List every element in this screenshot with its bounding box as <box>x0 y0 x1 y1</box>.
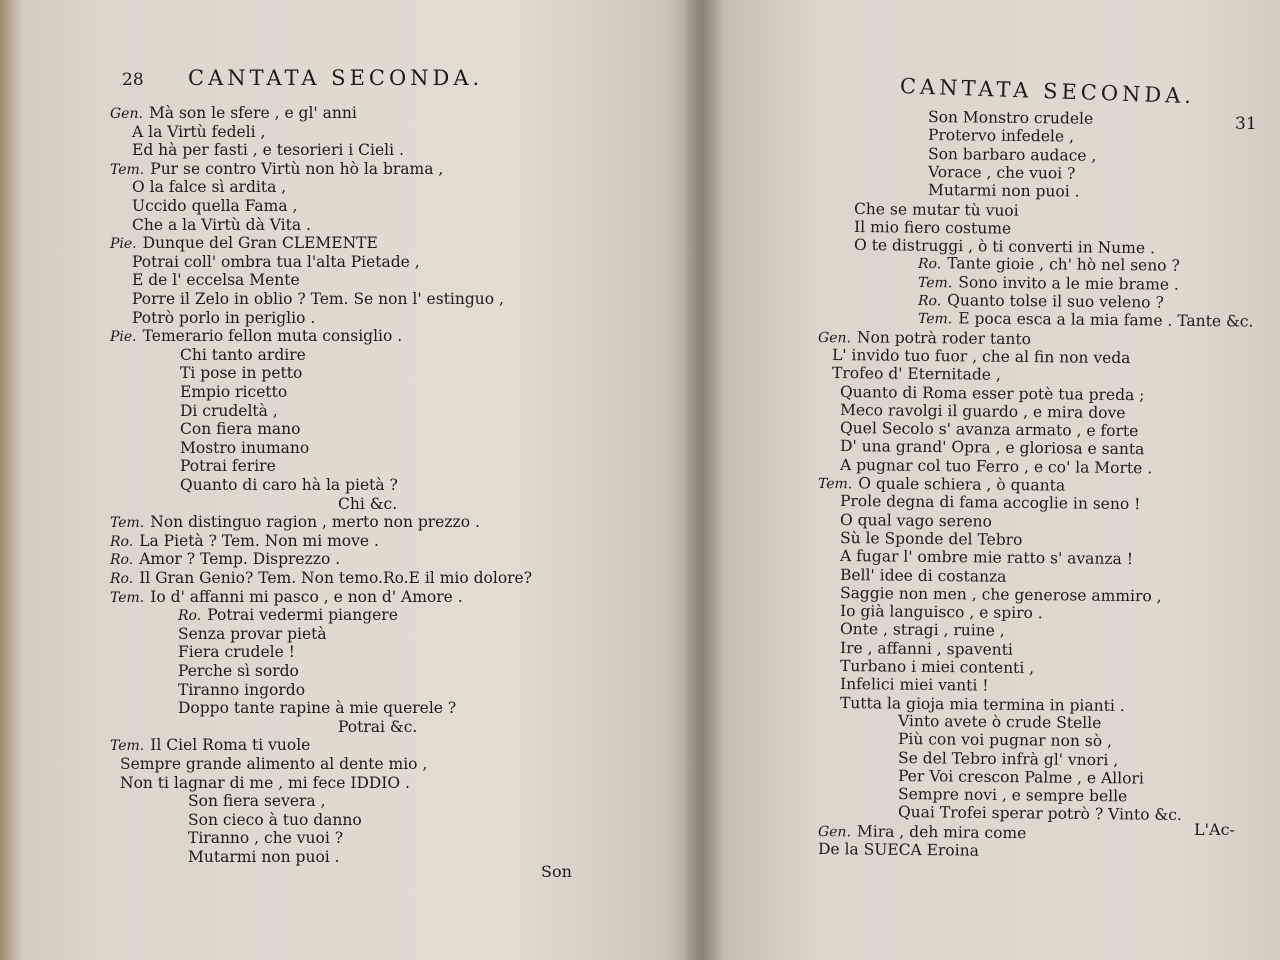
line-text: Il mio fiero costume <box>853 217 1012 238</box>
text-line <box>110 588 463 608</box>
text-line <box>178 643 295 662</box>
text-line <box>178 606 398 626</box>
text-line <box>180 439 309 458</box>
line-text: Saggie non men , che generose ammiro , <box>839 583 1162 606</box>
text-line <box>120 774 410 793</box>
line-text: O te distruggi , ò ti converti in Nume . <box>853 236 1156 258</box>
running-header: CANTATA SECONDA. <box>188 66 484 90</box>
line-text: Porre il Zelo in oblio ? Tem. Se non l' estinguo , <box>132 290 504 308</box>
line-text: Trofeo d' Eternitade , <box>831 364 1001 384</box>
speaker-label: Tem. <box>917 311 953 328</box>
line-text: Io già languisco , e spiro . <box>839 602 1043 623</box>
line-text: E de l' eccelsa Mente <box>132 271 300 290</box>
line-text: Potrò porlo in periglio . <box>132 308 316 327</box>
line-text: De la SUECA Eroina <box>817 840 979 860</box>
text-line <box>110 532 379 552</box>
line-text: Non distinguo ragion , merto non prezzo . <box>150 513 480 532</box>
text-line <box>110 736 310 756</box>
line-text: Più con voi pugnar non sò , <box>897 730 1113 751</box>
line-text: Son fiera severa , <box>188 792 326 811</box>
text-line <box>110 550 340 570</box>
speaker-label: Tem. <box>917 274 953 292</box>
text-line <box>110 327 402 347</box>
line-text: Quai Trofei sperar potrò ? Vinto &c. <box>897 803 1182 825</box>
text-line <box>110 234 378 254</box>
text-line <box>132 216 311 235</box>
line-text: Potrai vedermi piangere <box>207 606 398 625</box>
line-text: Tiranno , che vuoi ? <box>188 829 344 848</box>
text-line <box>898 803 1182 825</box>
speaker-label: Tem. <box>110 515 145 532</box>
line-text: Quel Secolo s' avanza armato , e forte <box>839 419 1139 441</box>
text-line <box>898 730 1112 751</box>
text-line <box>840 620 1005 641</box>
line-text: Chi &c. <box>338 494 398 513</box>
line-text: Bell' idee di costanza <box>839 565 1007 586</box>
line-text: Prole degna di fama accoglie in seno ! <box>839 492 1141 514</box>
line-text: Son Monstro crudele <box>927 108 1094 128</box>
text-line <box>832 364 1001 385</box>
line-text: A pugnar col tuo Ferro , e co' la Morte . <box>839 455 1153 477</box>
text-line <box>840 566 1007 587</box>
line-text: Per Voi crescon Palme , e Allori <box>897 766 1144 788</box>
text-line <box>188 792 326 811</box>
line-text: Chi tanto ardire <box>180 345 306 364</box>
text-line <box>180 420 300 439</box>
line-text: Mutarmi non puoi . <box>927 181 1080 201</box>
speaker-label: Gen. <box>817 329 852 346</box>
text-line <box>180 402 278 421</box>
speaker-label: Ro. <box>110 533 134 550</box>
speaker-label: Ro. <box>917 293 942 310</box>
line-text: Uccido quella Fama , <box>132 197 298 215</box>
line-text: Ti pose in petto <box>180 364 303 383</box>
text-line <box>180 346 306 365</box>
text-line <box>338 495 397 514</box>
line-text: Son barbaro audace , <box>927 144 1097 165</box>
speaker-label: Ro. <box>110 571 134 587</box>
line-text: Non ti lagnar di me , mi fece IDDIO . <box>120 773 410 792</box>
line-text: Senza provar pietà <box>178 624 327 643</box>
line-text: Pur se contro Virtù non hò la brama , <box>150 159 444 178</box>
line-text: L' invido tuo fuor , che al fin non veda <box>831 345 1131 368</box>
text-line <box>132 271 300 290</box>
line-text: Meco ravolgi il guardo , e mira dove <box>839 400 1126 422</box>
line-text: O qual vago sereno <box>839 510 992 531</box>
line-text: Quanto di caro hà la pietà ? <box>180 476 398 494</box>
speaker-label: Pie. <box>110 329 137 346</box>
bleed-through-text <box>470 80 506 300</box>
line-text: Mira , deh mira come <box>856 822 1027 842</box>
text-line <box>110 513 480 533</box>
speaker-label: Pie. <box>110 236 137 253</box>
line-text: Tutta la gioja mia termina in pianti . <box>839 693 1125 715</box>
text-line <box>132 290 504 309</box>
line-text: La Pietà ? Tem. Non mi move . <box>139 531 379 550</box>
text-line <box>188 811 362 830</box>
line-text: Di crudeltà , <box>180 401 278 420</box>
line-text: Se del Tebro infrà gl' vnori , <box>897 748 1119 769</box>
line-text: Quanto tolse il suo veleno ? <box>947 291 1164 312</box>
line-text: Dunque del Gran CLEMENTE <box>142 234 378 253</box>
line-text: Doppo tante rapine à mie querele ? <box>178 699 457 718</box>
line-text: Son cieco à tuo danno <box>188 810 362 829</box>
line-text: Mà son le sfere , e gl' anni <box>148 104 357 122</box>
line-text: Ire , affanni , spaventi <box>839 638 1013 659</box>
line-text: Turbano i miei contenti , <box>839 657 1035 678</box>
line-text: Amor ? Temp. Disprezzo . <box>139 550 341 569</box>
catchword: Son <box>541 862 572 881</box>
page-number: 31 <box>1235 114 1257 134</box>
text-line <box>180 476 398 495</box>
line-text: Onte , stragi , ruine , <box>839 620 1005 641</box>
text-line <box>110 160 443 180</box>
line-text: Il Ciel Roma ti vuole <box>150 736 311 755</box>
line-text: Sempre novi , e sempre belle <box>897 785 1128 806</box>
speaker-label: Ro. <box>178 608 202 625</box>
text-line <box>338 718 417 737</box>
line-text: O la falce sì ardita , <box>132 178 287 197</box>
line-text: Che a la Virtù dà Vita . <box>132 215 311 234</box>
text-line <box>132 197 297 216</box>
line-text: Sempre grande alimento al dente mio , <box>120 755 428 773</box>
text-line <box>928 181 1080 202</box>
line-text: Che se mutar tù vuoi <box>853 199 1019 220</box>
text-line <box>818 840 979 861</box>
text-line <box>110 104 357 124</box>
line-text: Infelici miei vanti ! <box>839 675 989 695</box>
line-text: Vinto avete ò crude Stelle <box>897 711 1102 733</box>
line-text: D' una grand' Opra , e gloriosa e santa <box>839 437 1145 459</box>
line-text: Potrai coll' ombra tua l'alta Pietade , <box>132 252 420 271</box>
line-text: Quanto di Roma esser potè tua preda ; <box>839 382 1145 404</box>
line-text: Fiera crudele ! <box>178 643 295 662</box>
line-text: Ed hà per fasti , e tesorieri i Cieli . <box>132 141 404 160</box>
text-line <box>178 699 456 718</box>
line-text: Potrai ferire <box>180 457 276 476</box>
line-text: Mostro inumano <box>180 438 310 457</box>
text-line <box>928 126 1074 147</box>
line-text: Mutarmi non puoi . <box>188 848 340 866</box>
line-text: Protervo infedele , <box>927 126 1075 146</box>
text-line <box>180 364 302 383</box>
text-line <box>854 200 1019 221</box>
line-text: Io d' affanni mi pasco , e non d' Amore . <box>150 587 463 606</box>
line-text: Vorace , che vuoi ? <box>927 162 1076 183</box>
text-line <box>178 625 327 644</box>
right-page <box>720 0 1280 960</box>
page-number: 28 <box>122 70 144 90</box>
text-line <box>178 662 299 681</box>
line-text: O quale schiera , ò quanta <box>858 474 1066 495</box>
catchword: L'Ac- <box>1194 820 1235 839</box>
line-text: Tante gioie , ch' hò nel seno ? <box>947 254 1180 276</box>
speaker-label: Tem. <box>817 476 853 493</box>
text-line <box>180 383 287 402</box>
text-line <box>132 253 420 272</box>
text-line <box>840 511 992 532</box>
text-line <box>928 145 1097 166</box>
speaker-label: Tem. <box>110 589 145 606</box>
line-text: Potrai &c. <box>338 717 418 736</box>
text-line <box>132 178 286 197</box>
line-text: Con fiera mano <box>180 420 301 439</box>
text-line <box>180 457 276 476</box>
speaker-label: Gen. <box>110 106 143 122</box>
speaker-label: Tem. <box>110 738 145 755</box>
speaker-label: Tem. <box>110 161 145 178</box>
text-line <box>188 829 343 848</box>
text-line <box>110 569 532 589</box>
line-text: Tiranno ingordo <box>178 680 306 699</box>
text-line <box>120 755 427 774</box>
text-line <box>840 675 989 696</box>
text-line <box>178 681 305 700</box>
text-line <box>132 309 315 328</box>
running-header: CANTATA SECONDA. <box>899 74 1196 109</box>
line-text: E poca esca a la mia fame . Tante &c. <box>958 309 1254 331</box>
text-line <box>188 848 340 867</box>
text-line <box>132 123 265 142</box>
line-text: Il Gran Genio? Tem. Non temo.Ro.E il mio dolore? <box>139 569 533 587</box>
line-text: Temerario fellon muta consiglio . <box>142 327 403 346</box>
text-line <box>132 141 404 160</box>
line-text: Perche sì sordo <box>178 662 299 680</box>
line-text: Sono invito a le mie brame . <box>958 273 1179 294</box>
line-text: Empio ricetto <box>180 383 288 401</box>
line-text: A la Virtù fedeli , <box>132 122 266 141</box>
speaker-label: Ro. <box>917 256 942 273</box>
line-text: A fugar l' ombre mie ratto s' avanza ! <box>839 547 1134 569</box>
speaker-label: Ro. <box>110 552 134 569</box>
speaker-label: Gen. <box>817 823 852 841</box>
line-text: Non potrà roder tanto <box>856 328 1032 348</box>
line-text: Sù le Sponde del Tebro <box>839 528 1023 549</box>
